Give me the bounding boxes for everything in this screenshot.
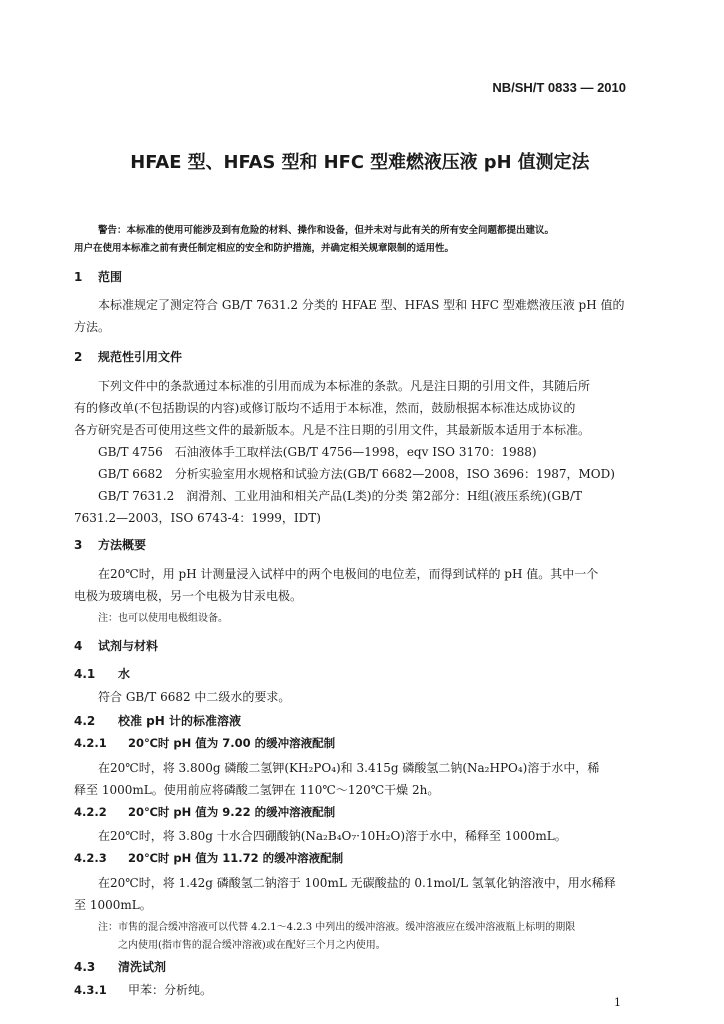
section-4-3-1-text: 4.3.1 甲苯：分析纯。 bbox=[74, 983, 213, 997]
section-4-2-2-text: 在20℃时，将 3.80g 十水合四硼酸钠(Na₂B₄O₇·10H₂O)溶于水中，稀释至 1000mL。 bbox=[98, 829, 567, 843]
warning-text-line2: 用户在使用本标准之前有责任制定相应的安全和防护措施，并确定相关规章限制的适用性。 bbox=[74, 243, 455, 254]
section-4-1-text: 符合 GB/T 6682 中二级水的要求。 bbox=[98, 690, 291, 704]
section-4-3-heading: 4.3 清洗试剂 bbox=[74, 960, 167, 974]
reference-gbt-7631-line2: 7631.2—2003，ISO 6743-4：1999，IDT) bbox=[74, 511, 321, 525]
section-3-paragraph-line2: 电极为玻璃电极，另一个电极为甘汞电极。 bbox=[74, 589, 303, 603]
section-2-paragraph-line2: 有的修改单(不包括勘误的内容)或修订版均不适用于本标准，然而，鼓励根据本标准达成协议的 bbox=[74, 401, 576, 415]
section-3-paragraph-line1: 在20℃时，用 pH 计测量浸入试样中的两个电极间的电位差，而得到试样的 pH 值。其中一个 bbox=[98, 567, 599, 581]
section-1-paragraph-line2: 方法。 bbox=[74, 320, 111, 334]
section-1-heading: 1 范围 bbox=[74, 270, 123, 284]
reference-gbt-4756: GB/T 4756 石油液体手工取样法(GB/T 4756—1998，eqv ISO 3170：1988) bbox=[98, 445, 537, 459]
section-1-paragraph-line1: 本标准规定了测定符合 GB/T 7631.2 分类的 HFAE 型、HFAS 型和 HFC 型难燃液压液 pH 值的 bbox=[98, 298, 625, 312]
section-2-paragraph-line3: 各方研究是否可使用这些文件的最新版本。凡是不注日期的引用文件，其最新版本适用于本标准。 bbox=[74, 423, 591, 437]
reference-gbt-7631-line1: GB/T 7631.2 润滑剂、工业用油和相关产品(L类)的分类 第2部分：H组(液压系统)(GB/T bbox=[98, 489, 582, 503]
section-4-2-3-heading: 4.2.3 20℃时 pH 值为 11.72 的缓冲溶液配制 bbox=[74, 851, 344, 865]
section-3-heading: 3 方法概要 bbox=[74, 538, 147, 552]
reference-gbt-6682: GB/T 6682 分析实验室用水规格和试验方法(GB/T 6682—2008，ISO 3696：1987，MOD) bbox=[98, 467, 615, 481]
section-2-paragraph-line1: 下列文件中的条款通过本标准的引用而成为本标准的条款。凡是注日期的引用文件，其随后所 bbox=[98, 379, 591, 393]
section-4-2-1-text-line1: 在20℃时，将 3.800g 磷酸二氢钾(KH₂PO₄)和 3.415g 磷酸氢二钠(Na₂HPO₄)溶于水中，稀 bbox=[98, 761, 600, 775]
section-4-2-3-text-line2: 至 1000mL。 bbox=[74, 898, 152, 912]
section-4-2-1-text-line2: 释至 1000mL。使用前应将磷酸二氢钾在 110℃～120℃干燥 2h。 bbox=[74, 783, 440, 797]
section-3-note: 注：也可以使用电极组设备。 bbox=[98, 613, 228, 624]
section-4-note-line2: 之内使用(指市售的混合缓冲溶液)或在配好三个月之内使用。 bbox=[118, 940, 386, 951]
section-2-heading: 2 规范性引用文件 bbox=[74, 350, 183, 364]
page-number: 1 bbox=[614, 996, 621, 1009]
standard-number: NB/SH/T 0833 — 2010 bbox=[492, 80, 626, 95]
section-4-2-3-text-line1: 在20℃时，将 1.42g 磷酸氢二钠溶于 100mL 无碳酸盐的 0.1mol/L 氢氧化钠溶液中，用水稀释 bbox=[98, 876, 616, 890]
section-4-1-heading: 4.1 水 bbox=[74, 667, 131, 681]
warning-text-line1: 警告：本标准的使用可能涉及到有危险的材料、操作和设备，但并未对与此有关的所有安全问题都提出建议。 bbox=[98, 225, 555, 236]
section-4-note-line1: 注：市售的混合缓冲溶液可以代替 4.2.1～4.2.3 中列出的缓冲溶液。缓冲溶液应在缓冲溶液瓶上标明的期限 bbox=[98, 922, 576, 933]
section-4-2-2-heading: 4.2.2 20℃时 pH 值为 9.22 的缓冲溶液配制 bbox=[74, 805, 336, 819]
section-4-2-heading: 4.2 校准 pH 计的标准溶液 bbox=[74, 714, 241, 728]
section-4-heading: 4 试剂与材料 bbox=[74, 639, 159, 653]
document-title: HFAE 型、HFAS 型和 HFC 型难燃液压液 pH 值测定法 bbox=[130, 152, 590, 173]
section-4-2-1-heading: 4.2.1 20℃时 pH 值为 7.00 的缓冲溶液配制 bbox=[74, 736, 336, 750]
